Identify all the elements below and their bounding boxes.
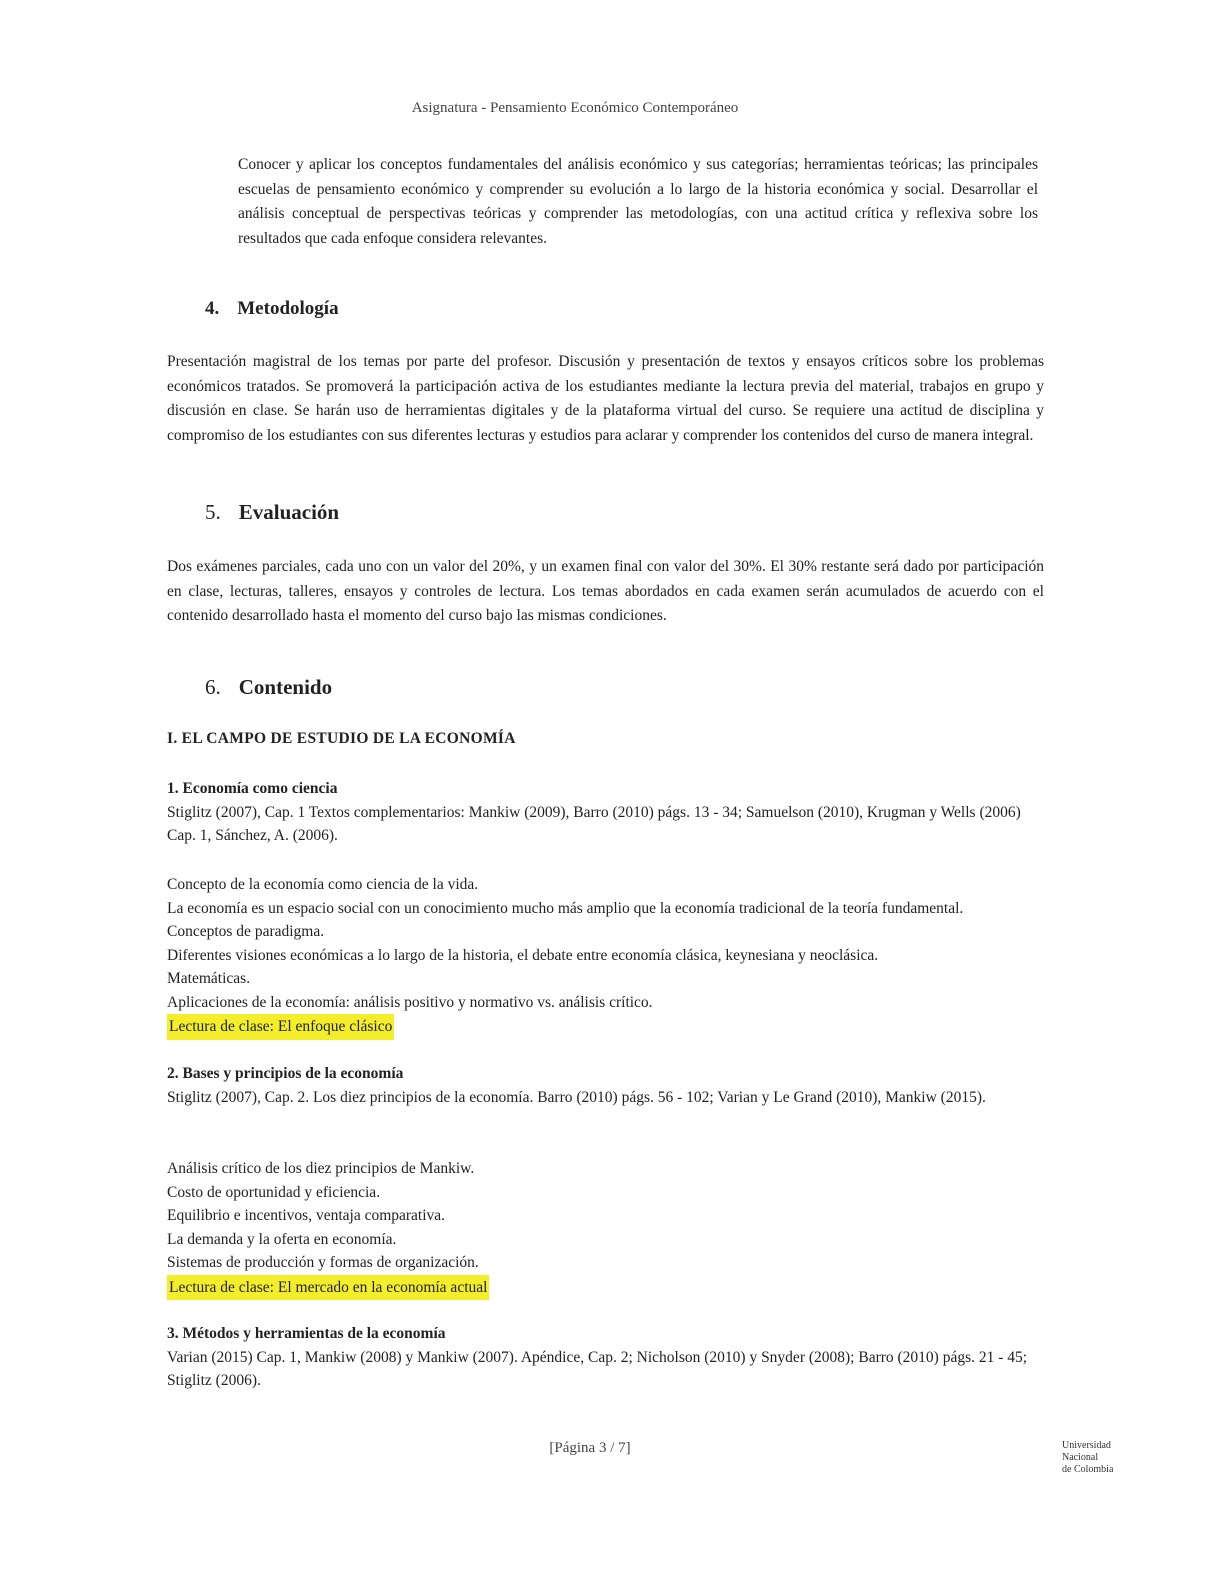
- highlighted-reading: Lectura de clase: El mercado en la economía actual: [167, 1275, 489, 1301]
- topic-title: 3. Métodos y herramientas de la economía: [167, 1325, 446, 1342]
- topic-title: 2. Bases y principios de la economía: [167, 1065, 404, 1082]
- section-heading-metodologia: [205, 298, 339, 320]
- section-title: Evaluación: [238, 500, 340, 524]
- logo-line: Universidad: [1062, 1440, 1111, 1451]
- topic-references: Stiglitz (2007), Cap. 1 Textos complementarios: Mankiw (2009), Barro (2010) págs. 13 - 34; Samuelson (2010), Krugman y Wells (2006) Cap. 1, Sánchez, A. (2006).: [167, 803, 1021, 844]
- section-number: 6.: [205, 675, 221, 699]
- running-header: Asignatura - Pensamiento Económico Contemporáneo: [411, 100, 739, 116]
- section-number: 5.: [205, 500, 221, 524]
- topic-2: [167, 1062, 1044, 1109]
- unit-title: I. EL CAMPO DE ESTUDIO DE LA ECONOMÍA: [167, 730, 516, 747]
- topic-references: Stiglitz (2007), Cap. 2. Los diez principios de la economía. Barro (2010) págs. 56 - 102; Varian y Le Grand (2010), Mankiw (2015).: [167, 1088, 986, 1106]
- intro-paragraph: Conocer y aplicar los conceptos fundamentales del análisis económico y sus categorías; herramientas teóricas; las principales escuelas de pensamiento económico y comprender su evolución a lo largo de la historia económica y social. Desarrollar el análisis conceptual de perspectivas teóricas y comprender las metodologías, con una actitud crítica y reflexiva sobre los resultados que cada enfoque considera relevantes.: [238, 156, 1038, 247]
- list-item: Aplicaciones de la economía: análisis positivo y normativo vs. análisis crítico.: [167, 993, 653, 1011]
- topic-references: Varian (2015) Cap. 1, Mankiw (2008) y Mankiw (2007). Apéndice, Cap. 2; Nicholson (2010) y Snyder (2008); Barro (2010) págs. 21 - 45; Stiglitz (2006).: [167, 1348, 1028, 1389]
- section-heading-evaluacion: [205, 500, 339, 525]
- list-item: Matemáticas.: [167, 970, 251, 987]
- page-number: [Página 3 / 7]: [549, 1440, 631, 1456]
- list-item: Equilibrio e incentivos, ventaja comparativa.: [167, 1207, 446, 1224]
- topic-title: 1. Economía como ciencia: [167, 780, 338, 797]
- section-number: 4.: [205, 298, 220, 319]
- list-item: La demanda y la oferta en economía.: [167, 1230, 397, 1248]
- section-title: Metodología: [237, 298, 339, 319]
- logo-line: Nacional: [1062, 1452, 1099, 1463]
- list-item: Análisis crítico de los diez principios de Mankiw.: [167, 1160, 475, 1177]
- topic-3: [167, 1322, 1044, 1393]
- list-item: La economía es un espacio social con un conocimiento mucho más amplio que la economía tradicional de la teoría fundamental.: [167, 899, 964, 917]
- section-heading-contenido: [205, 675, 332, 700]
- topic-1-contents: [167, 873, 1044, 1040]
- list-item: Sistemas de producción y formas de organización.: [167, 1254, 479, 1271]
- highlighted-reading: Lectura de clase: El enfoque clásico: [167, 1014, 394, 1040]
- metodologia-paragraph: Presentación magistral de los temas por parte del profesor. Discusión y presentación de textos y ensayos críticos sobre los problemas económicos tratados. Se promoverá la participación activa de los estudiantes mediante la lectura previa del material, trabajos en grupo y discusión en clase. Se harán uso de herramientas digitales y de la plataforma virtual del curso. Se requiere una actitud de disciplina y compromiso de los estudiantes con sus diferentes lecturas y estudios para aclarar y comprender los contenidos del curso de manera integral.: [167, 353, 1044, 444]
- section-title: Contenido: [238, 675, 333, 699]
- list-item: Conceptos de paradigma.: [167, 923, 325, 940]
- list-item: Diferentes visiones económicas a lo largo de la historia, el debate entre economía clásica, keynesiana y neoclásica.: [167, 946, 879, 964]
- logo-line: de Colombia: [1062, 1464, 1114, 1475]
- list-item: Costo de oportunidad y eficiencia.: [167, 1183, 381, 1201]
- topic-2-contents: [167, 1157, 1044, 1300]
- topic-1: [167, 777, 1044, 848]
- evaluacion-paragraph: Dos exámenes parciales, cada uno con un valor del 20%, y un examen final con valor del 30%. El 30% restante será dado por participación en clase, lecturas, talleres, ensayos y controles de lectura. Los temas abordados en cada examen serán acumulados de acuerdo con el contenido desarrollado hasta el momento del curso bajo las mismas condiciones.: [167, 558, 1044, 624]
- list-item: Concepto de la economía como ciencia de la vida.: [167, 876, 479, 893]
- university-logo: [1062, 1440, 1162, 1476]
